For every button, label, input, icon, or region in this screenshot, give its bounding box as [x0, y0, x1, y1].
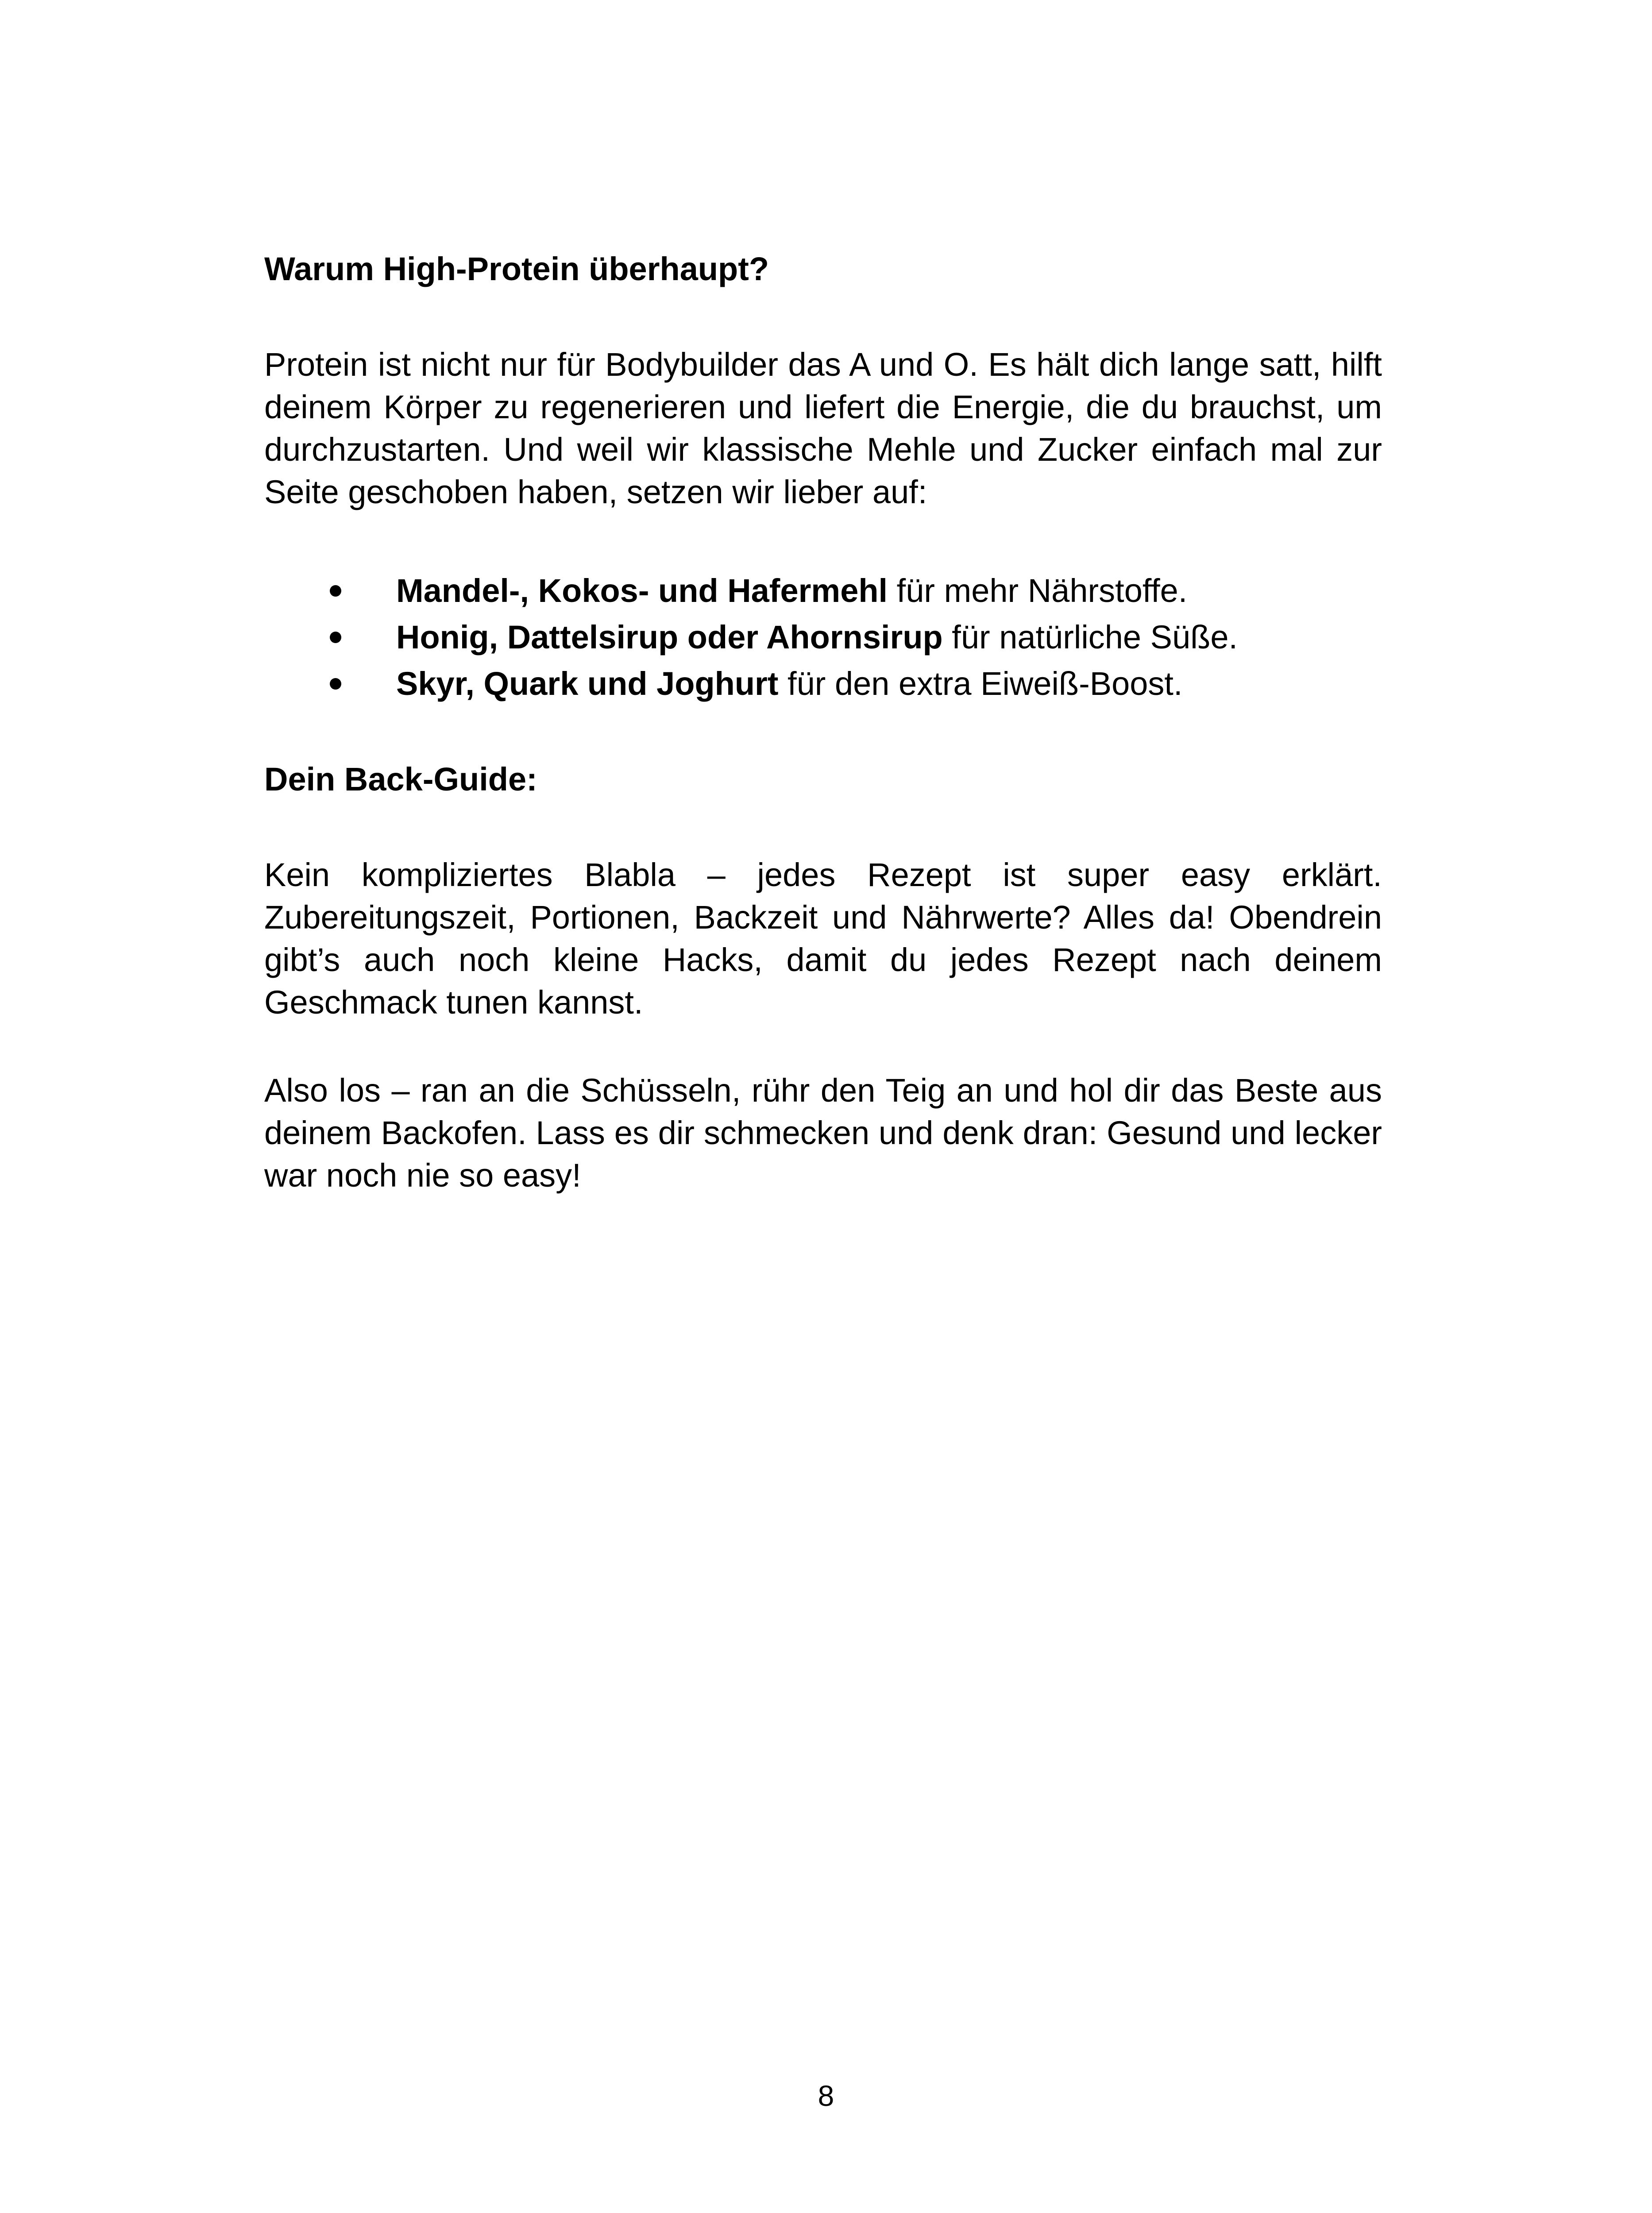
section-heading-back-guide: Dein Back-Guide: — [264, 761, 537, 798]
list-item — [264, 614, 1382, 660]
section-heading-high-protein: Warum High-Protein überhaupt? — [264, 251, 769, 287]
list-item-bold: Honig, Dattelsirup oder Ahornsirup — [396, 619, 943, 655]
page-content — [264, 248, 1382, 1197]
paragraph-protein-intro: Protein ist nicht nur für Bodybuilder das A und O. Es hält dich lange satt, hilft deinem Körper zu regenerieren und liefert die Energie, die du brauchst, um durchzustarten. Und weil wir klassische Mehle und Zucker einfach mal zur Seite geschoben haben, setzen wir lieber auf: — [264, 346, 1382, 510]
ingredient-list — [264, 567, 1382, 707]
list-item-bold: Skyr, Quark und Joghurt — [396, 665, 779, 702]
list-item-text: für den extra Eiweiß-Boost. — [778, 665, 1183, 702]
list-item-bold: Mandel-, Kokos- und Hafermehl — [396, 572, 888, 609]
page-number: 8 — [818, 2079, 834, 2112]
spacer — [264, 801, 1382, 854]
spacer — [264, 707, 1382, 758]
list-item — [264, 567, 1382, 614]
bullet-icon — [330, 585, 341, 597]
spacer — [264, 290, 1382, 343]
list-item-text: für natürliche Süße. — [942, 619, 1238, 655]
list-item-text: für mehr Nährstoffe. — [888, 572, 1188, 609]
bullet-icon — [330, 632, 341, 643]
paragraph-back-guide: Kein kompliziertes Blabla – jedes Rezept ist super easy erklärt. Zubereitungszeit, Portionen, Backzeit und Nährwerte? Alles da! Obendrein gibt’s auch noch kleine Hacks, damit du jedes Rezept nach deinem Geschmack tunen kannst. — [264, 856, 1382, 1021]
bullet-icon — [330, 678, 341, 690]
paragraph-closing: Also los – ran an die Schüsseln, rühr den Teig an und hol dir das Beste aus deinem Backofen. Lass es dir schmecken und denk dran: Gesund und lecker war noch nie so easy! — [264, 1072, 1382, 1194]
spacer — [264, 513, 1382, 567]
spacer — [264, 1024, 1382, 1069]
list-item — [264, 660, 1382, 707]
